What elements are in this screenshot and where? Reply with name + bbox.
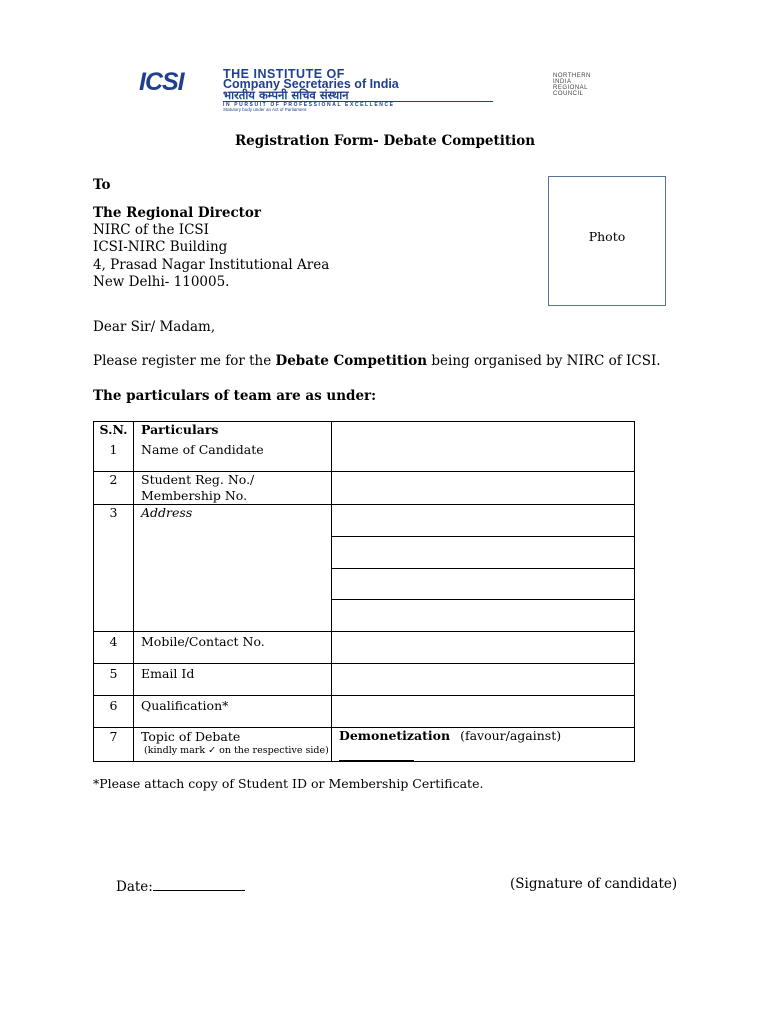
col-sn-header: S.N.	[94, 422, 134, 442]
form-title: Registration Form- Debate Competition	[234, 133, 536, 149]
row-sn: 6	[94, 696, 134, 728]
photo-box[interactable]	[548, 176, 666, 306]
row-sn: 3	[94, 505, 134, 632]
row-sn: 5	[94, 664, 134, 696]
name-value-cell[interactable]	[332, 422, 635, 472]
address-line4: 4, Prasad Nagar Institutional Area	[93, 257, 330, 273]
row-label-name: Name of Candidate	[134, 442, 332, 472]
salutation: Dear Sir/ Madam,	[93, 319, 216, 335]
particulars-heading: The particulars of team are as under:	[93, 388, 377, 404]
reg-no-value-cell[interactable]	[332, 472, 635, 505]
address-value-line4[interactable]	[332, 600, 635, 632]
row-sn: 7	[94, 728, 134, 762]
photo-label: Photo	[588, 229, 626, 244]
signature-label: (Signature of candidate)	[510, 876, 678, 892]
region-label: NORTHERN INDIA REGIONAL COUNCIL	[553, 73, 591, 97]
particulars-table	[93, 421, 634, 755]
address-line3: ICSI-NIRC Building	[93, 239, 228, 255]
date-line[interactable]	[153, 876, 245, 891]
logo-mark: ICSI	[139, 68, 184, 96]
topic-note: (kindly mark ✓ on the respective side)	[144, 745, 329, 756]
date-label: Date:	[116, 879, 153, 895]
address-value-line1[interactable]	[332, 505, 635, 537]
row-sn: 1	[94, 442, 134, 472]
row-sn: 4	[94, 632, 134, 664]
icsi-logo	[139, 66, 499, 112]
logo-line-statutory: Statutory body under an Act of Parliament	[223, 107, 307, 112]
date-field	[116, 876, 245, 896]
qualification-value-cell[interactable]	[332, 696, 635, 728]
topic-option: (favour/against)	[460, 728, 562, 743]
mobile-value-cell[interactable]	[332, 632, 635, 664]
logo-line-hindi: भारतीय कम्पनी सचिव संस्थान	[223, 88, 349, 102]
address-value-line3[interactable]	[332, 569, 635, 600]
topic-mark-line[interactable]	[339, 744, 414, 761]
logo-line-institute: THE INSTITUTE OF	[223, 67, 345, 81]
address-value-line2[interactable]	[332, 537, 635, 569]
row-label-qualification: Qualification*	[134, 696, 332, 728]
address-line1: The Regional Director	[93, 205, 262, 221]
topic-value: Demonetization	[339, 728, 451, 743]
address-line2: NIRC of the ICSI	[93, 222, 209, 238]
logo-line-company: Company Secretaries of India	[223, 77, 399, 91]
request-text: Please register me for the Debate Competition being organised by NIRC of ICSI.	[93, 353, 661, 369]
row-label-email: Email Id	[134, 664, 332, 696]
topic-value-cell[interactable]	[332, 728, 635, 762]
email-value-cell[interactable]	[332, 664, 635, 696]
address-to: To	[93, 177, 111, 193]
event-name: Debate Competition	[275, 353, 428, 369]
col-particulars-header: Particulars	[134, 422, 332, 442]
address-line5: New Delhi- 110005.	[93, 274, 230, 290]
row-label-address: Address	[134, 505, 332, 632]
row-label-topic: Topic of Debate (kindly mark ✓ on the respective side)	[134, 728, 332, 762]
logo-line-tagline: IN PURSUIT OF PROFESSIONAL EXCELLENCE	[223, 101, 493, 108]
row-label-mobile: Mobile/Contact No.	[134, 632, 332, 664]
row-sn: 2	[94, 472, 134, 505]
footnote: *Please attach copy of Student ID or Membership Certificate.	[93, 776, 484, 791]
row-label-reg-no: Student Reg. No./ Membership No.	[134, 472, 332, 505]
